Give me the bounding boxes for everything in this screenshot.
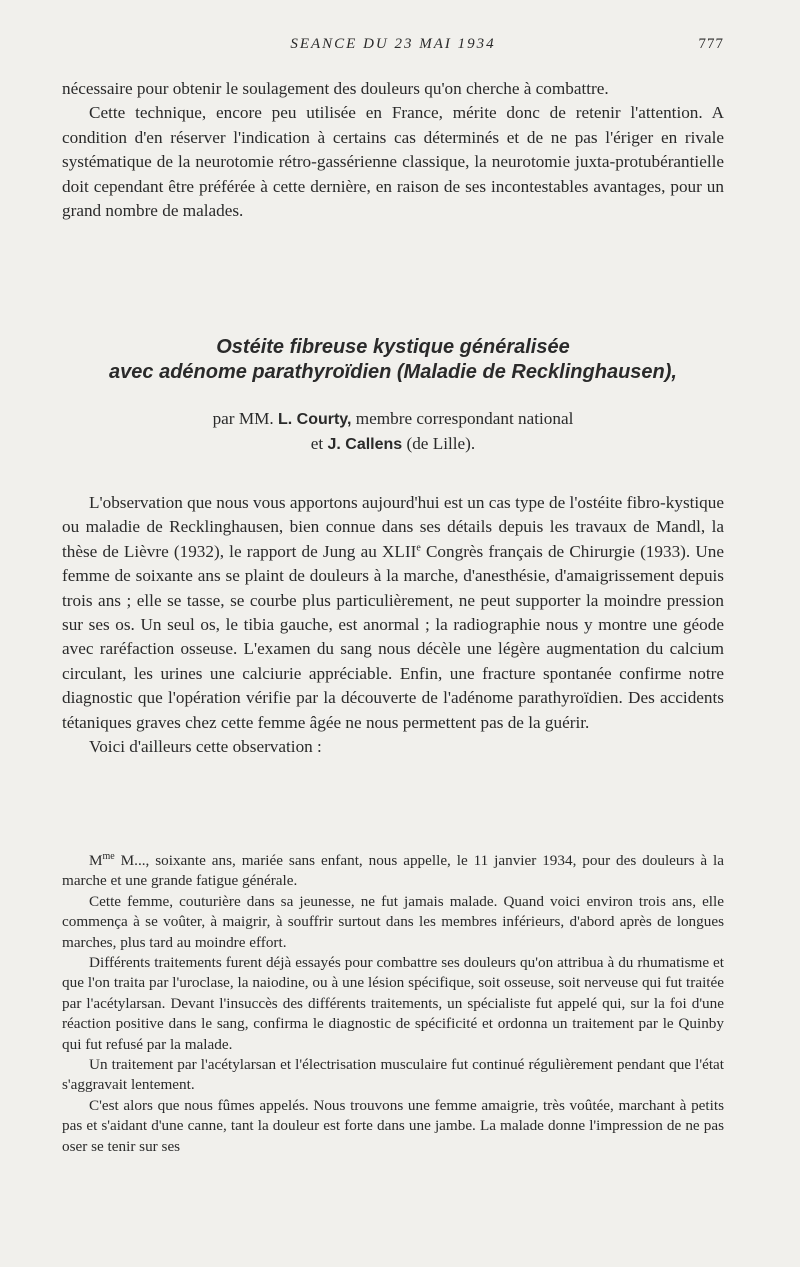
case-title-superscript: me [102,850,115,862]
page-number: 777 [698,36,724,52]
running-title: SEANCE DU 23 MAI 1934 [290,36,496,52]
intro-section [62,77,724,223]
and-word: et [310,434,324,453]
case-title-prefix: M [89,852,103,869]
case-paragraph-3: Différents traitements furent déjà essayés pour combattre ses douleurs qu'on attribua à du rhumatisme et que l'on traita par l'uroclase, la naiodine, ou à une lésion spécifique, soit osseuse, soit nerveuse qui fut traitée par l'acétylarsan. Devant l'insuccès des différents traitements, un spécialiste fut appelé qui, sur la foi d'une réaction positive dans le sang, confirma le diagnostic de spécificité et ordonna un traitement par le Quinby qui fut refusé par la malade. [62,954,724,1053]
case-paragraph-4: Un traitement par l'acétylarsan et l'électrisation musculaire fut continué régulièrement pendant que l'état s'aggravait lentement. [62,1056,724,1094]
case-paragraph-1-text: M..., soixante ans, mariée sans enfant, nous appelle, le 11 janvier 1934, pour des douleurs à la marche et une grande fatigue générale. [62,852,724,890]
observation-paragraph-2: Voici d'ailleurs cette observation : [89,737,322,757]
observation-text-b: Congrès français de Chirurgie (1933). Une femme de soixante ans se plaint de douleurs à la marche, d'anesthésie, d'amaigrissement depuis trois ans ; elle se tasse, se courbe plus particulièrement, ne peut supporter la moindre pression sur ses os. Un seul os, le tibia gauche, est anormal ; la radiographie nous y montre une géode avec raréfaction osseuse. L'examen du sang nous décèle une légère augmentation du calcium circulant, les urines une calciurie appréciable. Enfin, une fracture spontanée confirme notre diagnostic que l'opération vérifie par la découverte de l'adénome parathyroïdien. Des accidents tétaniques graves chez cette femme âgée ne nous permettent pas de la guérir. [62,541,724,732]
observation-text-a: L'observation que nous vous apportons aujourd'hui est un cas type de l'ostéite fibro-kystique ou maladie de Recklinghausen, bien connue dans ses détails depuis les travaux de Mandl, la thèse de Lièvre (1932), le rapport de Jung au XLII [62,493,724,561]
running-head [62,36,724,58]
ordinal-superscript: e [416,542,421,554]
authors [62,407,724,457]
case-paragraph-5: C'est alors que nous fûmes appelés. Nous trouvons une femme amaigrie, très voûtée, marchant à petits pas et s'aidant d'une canne, tant la douleur est forte dans une jambe. La malade donne l'impression de ne pas oser se tenir sur ses [62,1096,724,1155]
case-paragraph-2: Cette femme, couturière dans sa jeunesse, ne fut jamais malade. Quand voici environ trois ans, elle commença à se voûter, à maigrir, à souffrir surtout dans les membres inférieurs, d'abord après de longues marches, plus tard au moindre effort. [62,892,724,951]
authors-line-1 [62,407,724,432]
observation-section [62,491,724,759]
by-prefix: par MM. [212,409,274,428]
case-paragraph-1 [62,851,724,892]
observation-paragraph-1 [62,491,724,735]
case-report [62,851,724,1157]
article-title-line-2: avec adénome parathyroïdien (Maladie de Recklinghausen), [109,361,677,383]
author-2-origin: (de Lille). [406,434,476,453]
article-title [62,335,724,385]
author-1: L. Courty, [277,411,352,428]
intro-paragraph-2: Cette technique, encore peu utilisée en France, mérite donc de retenir l'attention. A condition d'en réserver l'indication à certains cas déterminés et de ne pas l'ériger en rivale systématique de la neurotomie rétro-gassérienne classique, la neurotomie juxta-protubérantielle doit cependant être préférée à cette dernière, en raison de ses incontestables avantages, pour un grand nombre de malades. [62,103,724,221]
author-1-role: membre correspondant national [355,409,574,428]
article-title-line-1: Ostéite fibreuse kystique généralisée [216,336,570,358]
authors-line-2 [62,432,724,457]
author-2: J. Callens [327,436,403,453]
intro-paragraph-1: nécessaire pour obtenir le soulagement des douleurs qu'on cherche à combattre. [62,79,609,98]
